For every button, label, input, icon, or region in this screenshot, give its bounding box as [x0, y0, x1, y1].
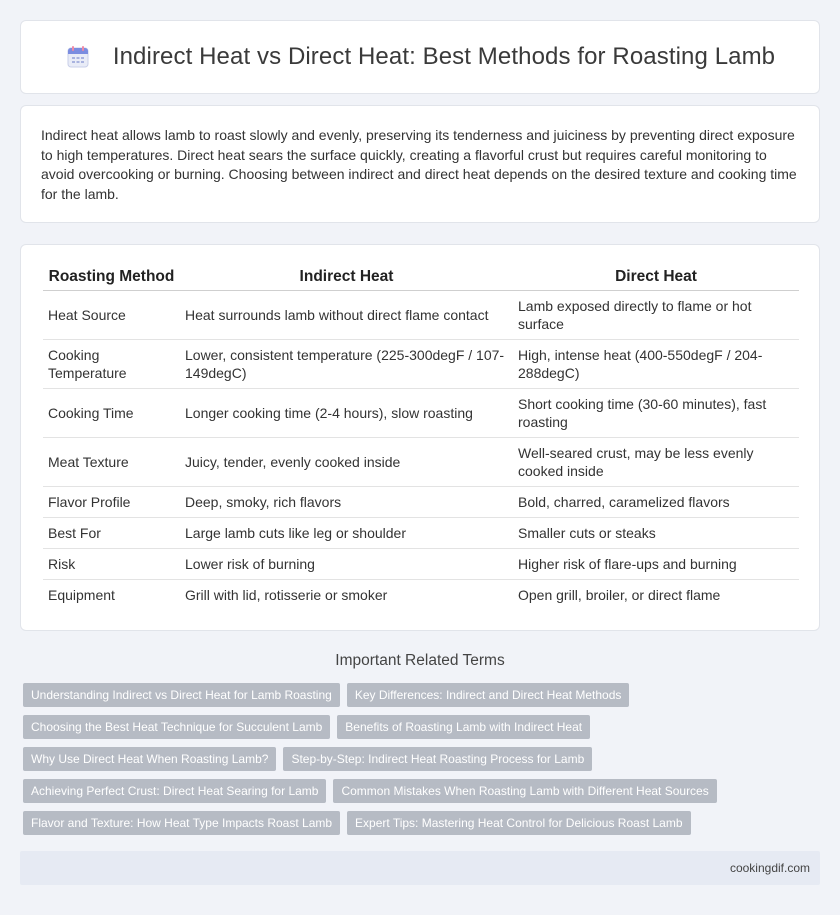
comparison-table [43, 265, 799, 610]
cell-direct: High, intense heat (400-550degF / 204-288degC) [513, 339, 799, 388]
related-term-tag[interactable]: Step-by-Step: Indirect Heat Roasting Process for Lamb [283, 747, 592, 771]
related-term-tag[interactable]: Flavor and Texture: How Heat Type Impacts Roast Lamb [23, 811, 340, 835]
page-title: Indirect Heat vs Direct Heat: Best Methods for Roasting Lamb [112, 43, 776, 70]
cell-direct: Bold, charred, caramelized flavors [513, 486, 799, 517]
comparison-table-card [20, 244, 820, 631]
cell-method: Equipment [43, 579, 180, 610]
cell-direct: Smaller cuts or steaks [513, 517, 799, 548]
cell-direct: Higher risk of flare-ups and burning [513, 548, 799, 579]
tag-row [23, 779, 823, 803]
cell-indirect: Heat surrounds lamb without direct flame contact [185, 306, 489, 323]
cell-indirect: Lower risk of burning [180, 548, 513, 579]
table-row [43, 486, 799, 517]
cell-direct: Lamb exposed directly to flame or hot surface [518, 297, 752, 332]
cell-indirect: Deep, smoky, rich flavors [180, 486, 513, 517]
related-term-tag[interactable]: Expert Tips: Mastering Heat Control for Delicious Roast Lamb [347, 811, 690, 835]
related-terms-list [23, 683, 823, 843]
related-term-tag[interactable]: Choosing the Best Heat Technique for Succulent Lamb [23, 715, 330, 739]
cell-direct: Short cooking time (30-60 minutes), fast roasting [513, 388, 799, 437]
related-terms-title: Important Related Terms [335, 652, 505, 669]
header-card [20, 20, 820, 94]
table-row [43, 290, 799, 339]
related-term-tag[interactable]: Achieving Perfect Crust: Direct Heat Searing for Lamb [23, 779, 326, 803]
intro-paragraph: Indirect heat allows lamb to roast slowly and evenly, preserving its tenderness and juiciness by preventing direct exposure to high temperatures. Direct heat sears the surface quickly, creating a flavorful crust but requires careful monitoring to avoid overcooking or burning. Choosing between indirect and direct heat depends on the desired texture and cooking time for the lamb. [41, 127, 797, 202]
calendar-icon [65, 44, 91, 70]
tag-row [23, 747, 823, 771]
column-header-method: Roasting Method [43, 265, 180, 290]
column-header-direct: Direct Heat [513, 265, 799, 290]
related-term-tag[interactable]: Benefits of Roasting Lamb with Indirect Heat [337, 715, 590, 739]
tag-row [23, 683, 823, 707]
cell-indirect: Large lamb cuts like leg or shoulder [180, 517, 513, 548]
cell-method: Risk [43, 548, 180, 579]
table-row [43, 339, 799, 388]
footer [20, 851, 820, 885]
cell-indirect: Juicy, tender, evenly cooked inside [180, 437, 513, 486]
footer-site-link[interactable]: cookingdif.com [729, 861, 810, 875]
intro-card [20, 105, 820, 223]
related-term-tag[interactable]: Understanding Indirect vs Direct Heat for Lamb Roasting [23, 683, 340, 707]
cell-indirect: Lower, consistent temperature (225-300degF / 107-149degC) [180, 339, 513, 388]
tag-row [23, 811, 823, 835]
cell-method: Cooking Temperature [43, 339, 180, 388]
cell-method: Flavor Profile [43, 486, 180, 517]
cell-method: Cooking Time [43, 388, 180, 437]
related-term-tag[interactable]: Key Differences: Indirect and Direct Heat Methods [347, 683, 630, 707]
column-header-indirect: Indirect Heat [180, 265, 513, 290]
cell-indirect: Grill with lid, rotisserie or smoker [180, 579, 513, 610]
table-row [43, 579, 799, 610]
related-term-tag[interactable]: Common Mistakes When Roasting Lamb with Different Heat Sources [333, 779, 716, 803]
table-row [43, 517, 799, 548]
cell-direct: Well-seared crust, may be less evenly cooked inside [513, 437, 799, 486]
tag-row [23, 715, 823, 739]
cell-indirect: Longer cooking time (2-4 hours), slow roasting [180, 388, 513, 437]
header [65, 43, 775, 71]
cell-method: Meat Texture [43, 437, 180, 486]
cell-method: Best For [43, 517, 180, 548]
cell-direct: Open grill, broiler, or direct flame [513, 579, 799, 610]
cell-method: Heat Source [48, 306, 126, 323]
table-row [43, 548, 799, 579]
table-row [43, 388, 799, 437]
table-header-row [43, 265, 799, 290]
related-term-tag[interactable]: Why Use Direct Heat When Roasting Lamb? [23, 747, 276, 771]
table-row [43, 437, 799, 486]
